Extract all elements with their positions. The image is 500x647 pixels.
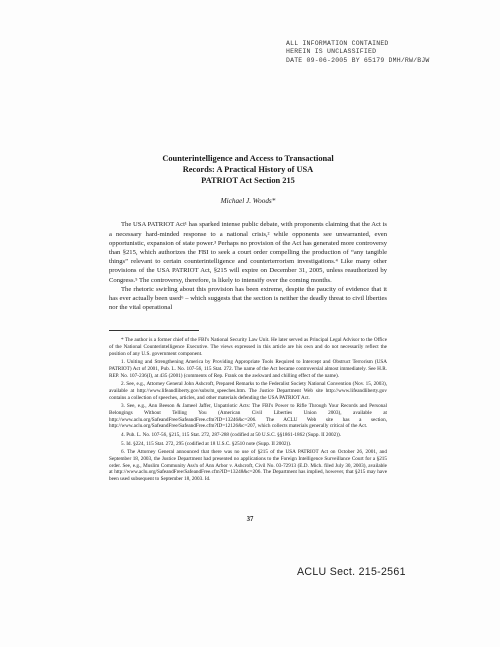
footnote: 3. See, e.g., Ann Beeson & Jameel Jaffer, Unpatriotic Acts: The FBI's Power to Rifle Through Your Records and Personal Belongings Without Telling You (American Civil Liberties Union 2003), available at http://www.aclu.org/SafeandFree/SafeandFree.cfm?ID=13246&c=206. The ACLU Web site has a section, http://www.aclu.org/SafeandFree/SafeandFree.cfm?ID=12126&c=207, which collects materials generally critical of the Act. <box>109 403 387 430</box>
declass-line: HEREIN IS UNCLASSIFIED <box>286 48 377 56</box>
footnote: 4. Pub. L. No. 107-56, §215, 115 Stat. 272, 287-288 (codified at 50 U.S.C. §§1861-1862 (Supp. II 2002)). <box>121 431 341 438</box>
declass-line: ALL INFORMATION CONTAINED <box>286 40 389 47</box>
page-number: 37 <box>246 516 254 523</box>
title-line: Records: A Practical History of USA <box>182 164 314 174</box>
footnote: 1. Uniting and Strengthening America by Providing Appropriate Tools Required to Intercept and Obstruct Terrorism (USA PATRIOT) Act of 2001, Pub. L. No. 107-56, 115 Stat. 272. The name of the Act became controversial almost immediately. See H.R. REP. No. 107-236(I), at 435 (2001) (comments of Rep. Frank on the awkward and chilling effect of the name). <box>109 359 387 379</box>
footnote-divider <box>109 330 199 331</box>
body-paragraph: The USA PATRIOT Act¹ has sparked intense public debate, with proponents claiming that the Act is a necessary hard-minded response to a national crisis,² while opponents see unwarranted, even opportunistic, expansion of state power.³ Perhaps no provision of the Act has generated more controversy than §215, which authorizes the FBI to seek a court order compelling the production of “any tangible things” relevant to certain counterintelligence and counterterrorism investigations.⁴ Like many other provisions of the USA PATRIOT Act, §215 will expire on December 31, 2005, unless reauthorized by Congress.⁵ The controversy, therefore, is likely to intensify over the coming months. <box>109 221 387 284</box>
article-author: Michael J. Woods* <box>220 197 276 206</box>
title-line: PATRIOT Act Section 215 <box>201 175 295 185</box>
footnote: * The author is a former chief of the FBI's National Security Law Unit. He later served as Principal Legal Advisor to the Office of the National Counterintelligence Executive. The views expressed in this article are his own and do not necessarily reflect the position of any U.S. government component. <box>109 337 387 357</box>
article-body <box>109 220 387 312</box>
footnote: 2. See, e.g., Attorney General John Ashcroft, Prepared Remarks to the Federalist Society National Convention (Nov. 15, 2003), available at http://www.lifeandliberty.gov/subs/m_speeches.htm. The Justice Department Web site http://www.lifeandliberty.gov contains a collection of speeches, articles, and other materials defending the USA PATRIOT Act. <box>109 381 387 401</box>
title-line: Counterintelligence and Access to Transactional <box>162 154 334 163</box>
footnote: 5. Id. §224, 115 Stat. 272, 295 (codified at 18 U.S.C. §2510 note (Supp. II 2002)). <box>121 440 292 447</box>
footnote: 6. The Attorney General announced that there was no use of §215 of the USA PATRIOT Act on October 26, 2001, and September 18, 2003, the Justice Department had presented no applications to the Foreign Intelligence Surveillance Court for a §215 order. See, e.g., Muslim Community Ass'n of Ann Arbor v. Ashcroft, Civil No. 03-72913 (E.D. Mich. filed July 30, 2003), available at http://www.aclu.org/SafeandFree/SafeandFree.cfm?ID=13248&c=206. The Department has implied, however, that §215 may have been used subsequent to September 18, 2003. Id. <box>109 449 387 482</box>
article-title <box>109 154 387 186</box>
declassification-stamp <box>286 40 486 65</box>
body-paragraph: The rhetoric swirling about this provision has been extreme, despite the paucity of evidence that it has ever actually been used⁶ – which suggests that the section is neither the deadly threat to civil liberties nor the vital operational <box>109 285 387 312</box>
article <box>109 154 387 485</box>
bates-stamp: ACLU Sect. 215-2561 <box>297 566 406 578</box>
declass-line: DATE 09-06-2005 BY 65179 DMH/RW/BJW <box>286 56 430 64</box>
footnotes <box>109 337 387 482</box>
